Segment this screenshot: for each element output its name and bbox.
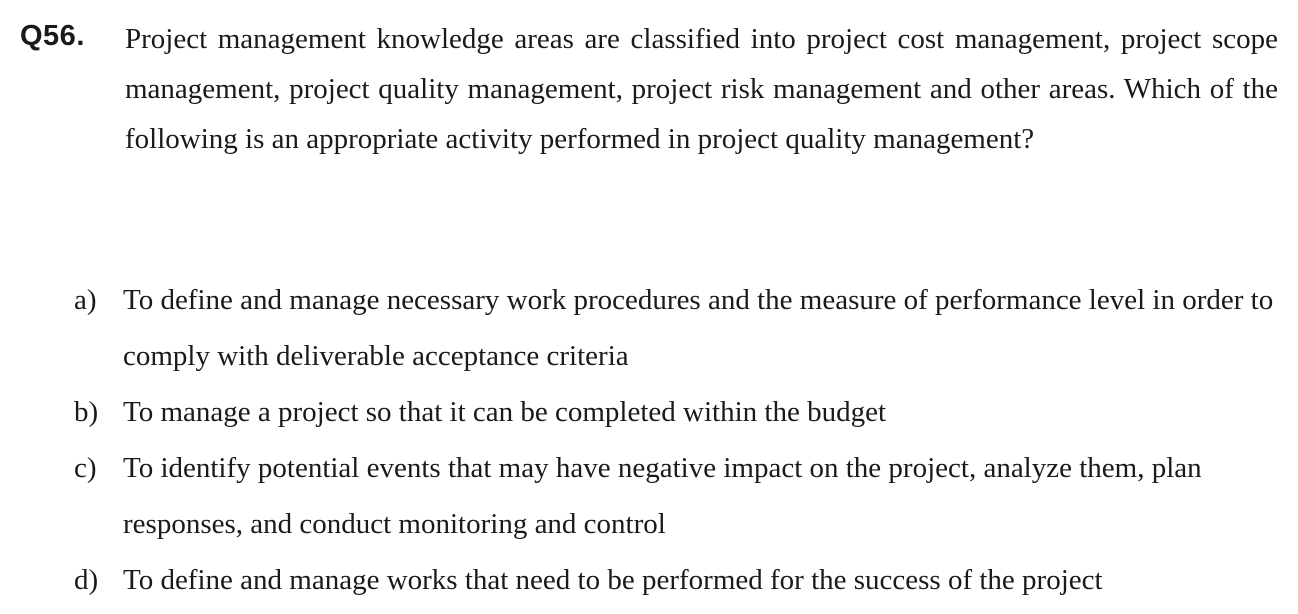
option-letter: d) [74, 564, 99, 596]
option-letter: c) [74, 452, 97, 484]
option-d [0, 552, 1298, 608]
option-text: To define and manage works that need to be performed for the success of the project [123, 564, 1103, 596]
question-number: Q56. [20, 20, 85, 52]
option-letter: b) [74, 396, 99, 428]
question-text: Project management knowledge areas are classified into project cost management, project scope management, project quality management, project risk management and other areas. Which of the following is an appropriate activity performed in project quality management? [125, 23, 1278, 155]
options-list [0, 272, 1298, 608]
option-text: To manage a project so that it can be completed within the budget [123, 396, 887, 428]
option-a [0, 272, 1298, 384]
option-text: To define and manage necessary work procedures and the measure of performance level in order to comply with deliverable acceptance criteria [123, 284, 1274, 372]
option-c [0, 440, 1298, 552]
option-text: To identify potential events that may have negative impact on the project, analyze them, plan responses, and conduct monitoring and control [123, 452, 1202, 540]
option-letter: a) [74, 284, 97, 316]
option-b [0, 384, 1298, 440]
